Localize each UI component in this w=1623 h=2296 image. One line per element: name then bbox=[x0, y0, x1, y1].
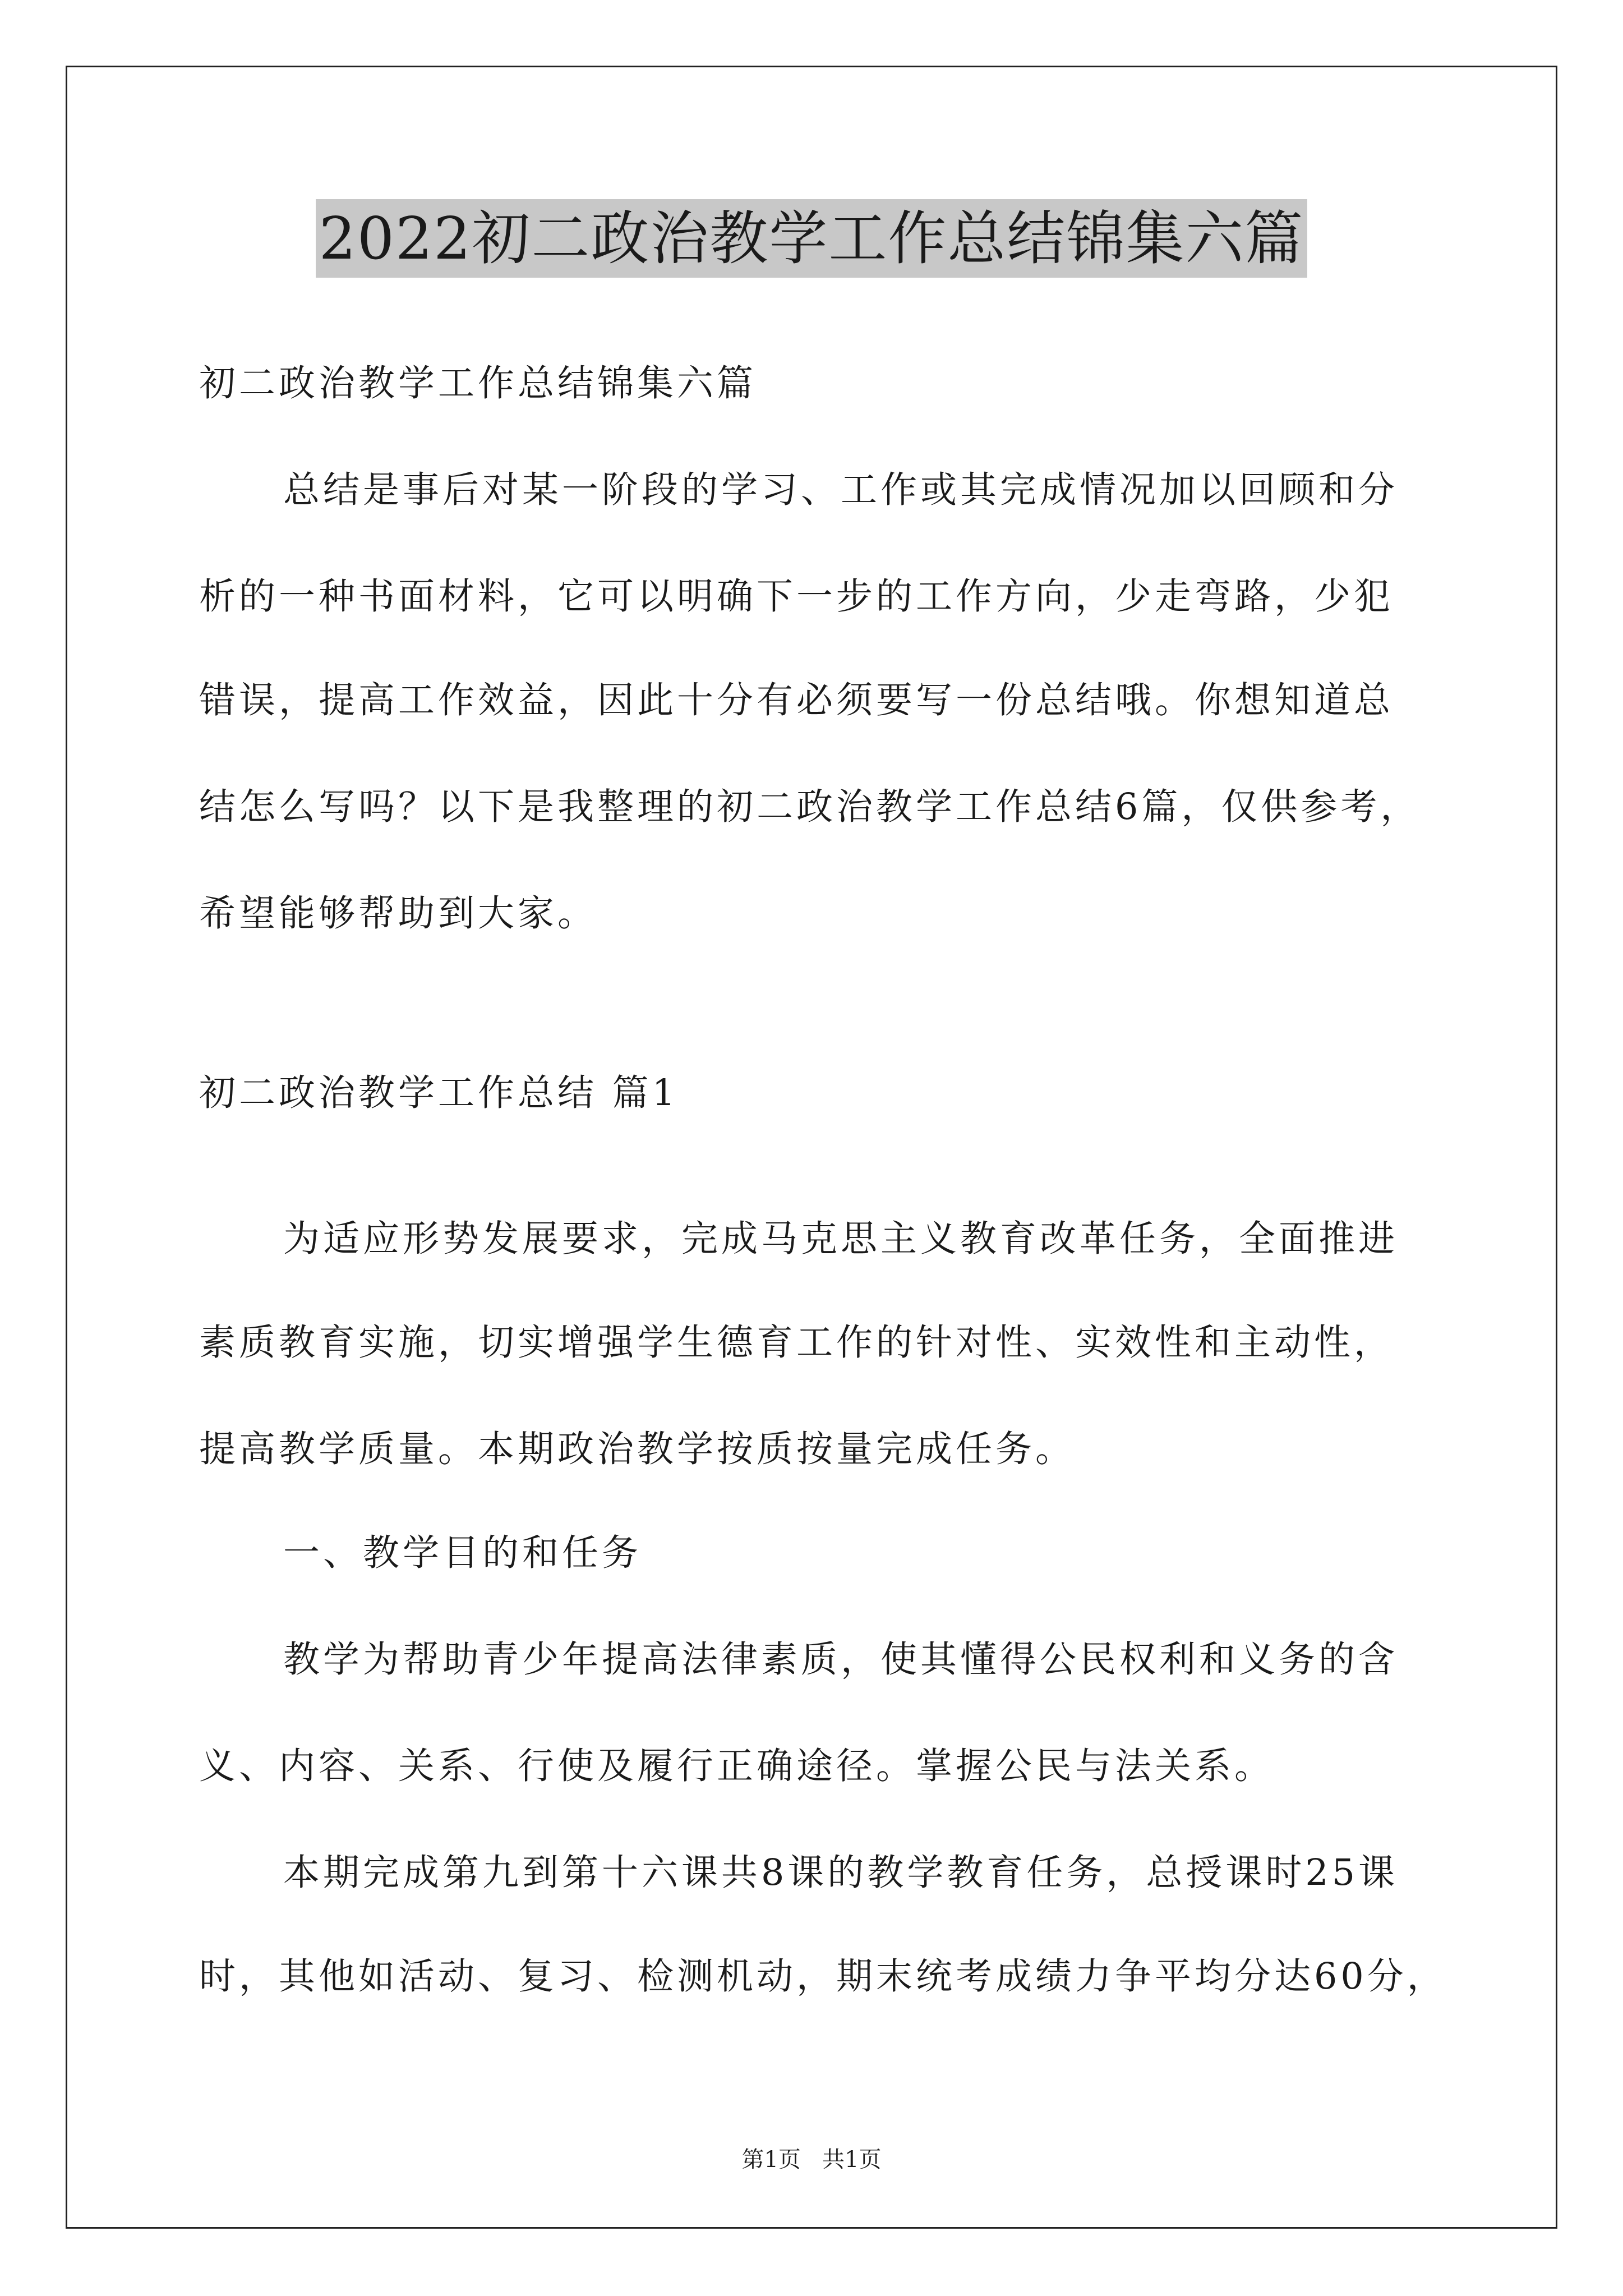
paragraph-line: 提高教学质量。本期政治教学按质按量完成任务。 bbox=[199, 1428, 1076, 1470]
document-subtitle: 初二政治教学工作总结锦集六篇 bbox=[199, 362, 757, 404]
paragraph-line: 时，其他如活动、复习、检测机动，期末统考成绩力争平均分达60分， bbox=[199, 1955, 1447, 1998]
intro-line: 错误，提高工作效益，因此十分有必须要写一份总结哦。你想知道总 bbox=[199, 679, 1394, 721]
paragraph-line: 本期完成第九到第十六课共8课的教学教育任务，总授课时25课 bbox=[283, 1852, 1399, 1894]
intro-line: 结怎么写吗？以下是我整理的初二政治教学工作总结6篇，仅供参考， bbox=[199, 786, 1421, 828]
subheading: 一、教学目的和任务 bbox=[283, 1532, 642, 1574]
paragraph-line: 为适应形势发展要求，完成马克思主义教育改革任务，全面推进 bbox=[283, 1218, 1399, 1260]
paragraph-line: 义、内容、关系、行使及履行正确途径。掌握公民与法关系。 bbox=[199, 1745, 1275, 1787]
paragraph-line: 素质教育实施，切实增强学生德育工作的针对性、实效性和主动性， bbox=[199, 1322, 1394, 1364]
intro-line: 希望能够帮助到大家。 bbox=[199, 892, 598, 935]
paragraph-line: 教学为帮助青少年提高法律素质，使其懂得公民权利和义务的含 bbox=[283, 1639, 1399, 1681]
section-heading: 初二政治教学工作总结 篇1 bbox=[199, 1072, 679, 1114]
intro-line: 总结是事后对某一阶段的学习、工作或其完成情况加以回顾和分 bbox=[283, 469, 1399, 511]
page-number: 第1页 共1页 bbox=[741, 2147, 882, 2173]
document-title: 2022初二政治教学工作总结锦集六篇 bbox=[316, 199, 1308, 278]
intro-line: 析的一种书面材料，它可以明确下一步的工作方向，少走弯路，少犯 bbox=[199, 576, 1394, 618]
title-container bbox=[0, 199, 1623, 278]
